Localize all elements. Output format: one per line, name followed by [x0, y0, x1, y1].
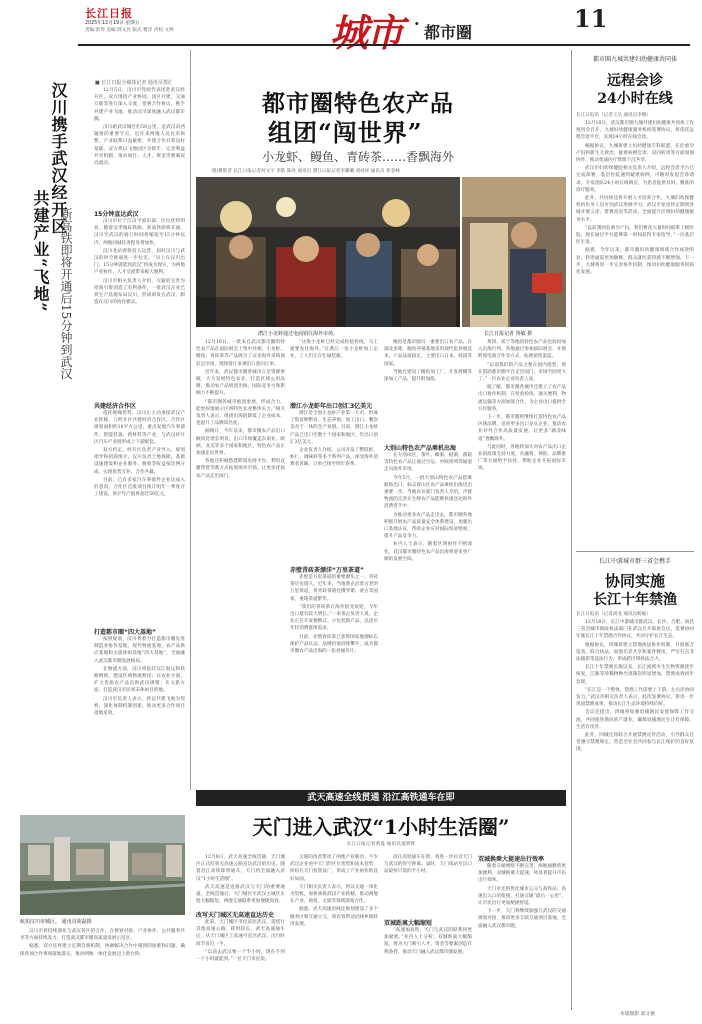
left-article-photo — [20, 815, 185, 915]
masthead-editors: 责编:彭琴 美编:郭文昌 版式:曹洋 责校:文婷 — [85, 28, 174, 33]
right-column-rule — [576, 551, 694, 552]
bottom-article-kicker-bar — [196, 790, 566, 806]
main-feature-photo2 — [462, 177, 566, 327]
bottom-article-byline: 长江日报记者黄曼 通讯员童明辉 — [346, 842, 416, 847]
main-feature-col4: 黄冈、咸宁等地的特色农产品也纷纷加入出海行列。各地通过参加国际展会、开展跨境电商合作等方式，拓展销售渠道。 “以前我们的产品主要在国内销售，现在借助都市圈平台走出国门，市场空间更大了。”一位农业企业负责人说。 据了解，都市圈各城市还建立了农产品出口协作机制，在检验检疫、通关便利、物流运输等方面加强合作，为企业出口提供全方位服务。 下一步，都市圈将继续打造特色农产品区域品牌，培育更多出口龙头企业，推动农业对外合作高质量发展，让更多“湖北味道”香飘海外。 与此同时，各地将加大对农产品出口企业的政策支持力度，在融资、保险、品牌推广等方面给予扶持，帮助企业开拓国际市场。 — [478, 340, 566, 472]
left-article-body-1: 12月5日，汉川市党政代表团赴武汉经开区，双方围绕产业协同、园区共建、交通互联等进行深入交流，签署合作协议，携手共建产业飞地，推动汉川深度融入武汉都市圈。 汉川距武汉城区约50公里，是武汉向西辐射的重要节点。近年来两地人员往来频繁，产业联系日益紧密，共建合作有着良好基础。双方将以飞地园区为抓手，完善利益共享机制，推动项目、人才、资金等要素双向流动。 — [94, 88, 185, 167]
masthead-section-name: 都市圈 — [424, 23, 473, 42]
masthead-rule — [78, 44, 690, 46]
bottom-article-col4: 随着交通网络不断完善，两地通勤将更加便利，双城换乘大提速，将显著提升市民出行效率。 天门市还将优化城市公交与高铁站、高速出入口的衔接，打通交通“最后一公里”，让市民出行更加便捷舒适。 下一步，天门将继续加强与武汉的交通规划对接，推动更多互联互通项目落地，全面融入武汉都市圈。 — [478, 864, 566, 929]
right-top-body: 12月18日，武汉都市圈九城共建妇幼健康共同体工作推进会召开，九城妇幼健康服务机构签署协议，将依托远程会诊平台，实现24小时在线会诊。 根据协议，九城将建立妇幼健康专科联盟，在危重孕产妇和新生儿救治、疑难病例会诊、双向转诊等方面加强协作，推动优质医疗资源下沉共享。 武汉市妇幼保健院相关负责人介绍，远程会诊平台已完成部署，基层医院遇到疑难病例，可随时发起会诊请求，专家团队24小时在线响应，为患者提供及时、精准的诊疗服务。 此外，共同体还将开展人才培养合作，九城妇幼保健机构医务人员可到武汉进修学习，武汉专家也将定期到各城开展义诊、带教查房等活动，全面提升区域妇幼健康服务水平。 “以前遇到危重孕产妇，我们要花大量时间联系上级医院，现在通过平台能够第一时间获得专家指导。”一位基层医生说。 据悉，今年以来，都市圈妇幼健康领域合作成效明显，转诊通道更加顺畅，群众就医获得感不断增强。下一步，九城将进一步完善协作机制，推动妇幼健康服务同质化发展。 — [576, 121, 694, 276]
left-article-kicker: ■ 长江日报全媒体记者 通讯员郑汇 — [95, 80, 173, 86]
main-feature-col2b: 潜江是全国小龙虾产业第一大市，形成了集苗种繁育、生态养殖、加工出口、餐饮美食于一体的全产业链。目前，潜江小龙虾产品已出口至数十个国家和地区，年出口创汇3亿美元。 企业负责人介绍，公司开发了整肢虾、虾仁、调味虾等多个系列产品，深受海外消费者青睐，订单已排至明年春季。 — [290, 411, 378, 468]
shop-product-image — [462, 177, 566, 327]
bottom-article-kicker: 武天高速全线贯通 沿江高铁通车在即 — [307, 793, 455, 803]
main-feature-title-line2: 组团“闯世界” — [268, 118, 423, 147]
left-article-title-2 — [32, 190, 50, 420]
main-feature-sub2: 赤壁青砖茶漂洋“万里茶道” — [290, 567, 364, 574]
bottom-article-sub3: 双城换乘大提速出行效率 — [478, 856, 545, 863]
left-article-subtitle — [59, 208, 77, 418]
bottom-article-col1: 12月8日，武天高速全线贯通，天门城区正式结束无高速公路直达武汉的历史。随着沿江高铁即将通车，天门将全面融入武汉“1小时生活圈”。 武天高速是连接武汉与天门的重要通道，全线贯通后，天门城区至武汉主城区车程大幅缩短，两地交通联系更加便捷高效。 — [196, 855, 285, 905]
bottom-article-col1b: 此前，天门城区市民前往武汉，需绕行其他高速公路，耗时较长。武天高速通车后，从天门城区上高速可直达武汉，出行时间节省近一半。 “以前去武汉要一个半小时，现在不到一个小时就能到。”一位天门市民说。 — [196, 920, 285, 963]
main-feature-sub1: 潜江小龙虾年出口创汇3亿美元 — [290, 403, 373, 410]
main-feature-photo1-caption: 潜江小龙虾通过电商销往海外市场。 — [258, 331, 339, 337]
main-feature-col2: “这批小龙虾已经完成检验检疫，马上就要发往海外。”在潜江一家小龙虾加工企业，工人们正在忙碌装箱。 — [290, 340, 378, 360]
right-top-title-line2: 24小时在线 — [597, 91, 673, 107]
masthead-logo: 长江日报 — [85, 7, 133, 20]
left-article-sub2: 共建经济合作区 — [94, 403, 137, 410]
main-feature-photo1 — [196, 177, 460, 327]
left-article-sub3: 打造都市圈“四大基地” — [94, 629, 156, 636]
footer-editor-note: 本版摄影 蔡文摄 — [620, 1012, 656, 1017]
left-article-sub1: 15分钟直达武汉 — [94, 211, 139, 218]
main-feature-sub3: 大别山特色农产品乘机出海 — [384, 445, 457, 452]
page-number: 11 — [574, 4, 608, 33]
masthead-section-city: 城市 — [330, 10, 403, 55]
masthead — [0, 0, 702, 55]
left-article-photo-caption: 航拍汉川市城区。 通讯员胡磊摄 — [20, 919, 92, 925]
right-bottom-body: 12月18日，长江中游城市群武汉、长沙、合肥、南昌三省会城市渔政执法部门在武汉召开联席会议，签署协同实施长江十年禁渔合作协议，共同守护长江生态。 根据协议，四城将建立禁渔执法协作机制，开展联合巡查、联合执法，加强信息共享和案件移送，严厉打击非法捕捞等违法行为，形成跨区域执法合力。 长江十年禁渔实施以来，长江流域水生生物资源逐步恢复，江豚等珍稀物种出现频次明显增加，禁渔成效初步显现。 “长江是一个整体，禁渔工作需要上下游、左右岸协同发力。”武汉市相关负责人表示，此次签署协议，将进一步巩固禁渔成果，推动长江生态环境持续向好。 会议还提出，四城将加强退捕渔民安置保障工作交流，共同推进渔民转产就业，确保退捕渔民生计有保障、生活有改善。 此外，四城还将联合开展禁渔宣传活动，引导群众自觉遵守禁渔规定，营造全社会共同参与长江保护的良好氛围。 — [576, 620, 694, 753]
right-bottom-title-line1: 协同实施 — [604, 572, 665, 590]
right-bottom-title-line2: 长江十年禁渔 — [593, 592, 677, 608]
masthead-section-dot: · — [414, 14, 420, 33]
right-bottom-kicker: 长江中游城市群三省会携手 — [598, 558, 671, 565]
bottom-article-sub1: 改写天门城区无高速直达历史 — [196, 912, 275, 919]
left-article-body-4: 按照规划，汉川将着力打造都市圈先进制造业协作基地、现代物流基地、农产品供应基地和文旅休闲基地“四大基地”，全面融入武汉都市圈发展格局。 在物流方面，汉川将依托汉江航运和铁路网络，建设区域物流枢纽；在农业方面，扩大优质农产品直供武汉规模；在文旅方面，打造武汉市民周末休闲目的地。 汉川市负责人表示，将以共建飞地为契机，深化体制机制创新，推动更多合作项目落地见效。 — [94, 637, 185, 717]
left-column-divider — [190, 50, 191, 790]
left-article-body-2: 汉川市位于江汉平原东部，区位优势明显。随着汉孝城际铁路、新高铁即将开通，汉川至武汉的通行时间将缩短至15分钟以内，两地同城化进程显著加快。 汉川北站即将投入运营，届时汉川与武汉的时空距离进一步拉近。“早上在汉川出门，15分钟就能到武汉”将成为现实，为两地产业协作、人才交流带来极大便利。 汉川市相关负责人介绍，交通的完善为招商引资创造了有利条件，一批武汉企业已将生产基地布局汉川，形成研发在武汉、制造在汉川的协作模式。 — [94, 219, 185, 306]
main-feature-credit: 图/摄影者 长江日报记者何文宇 李皓 陈亮 通讯员 潜江日报记者李璐璐 刘靖祥 通讯员 崔金峰 — [212, 169, 400, 174]
main-feature-col3b: 在大别山区，茶叶、蜂蜜、板栗、菌菇等特色农产品正通过空运、中欧班列等通道走向海外市场。 今年5月，一批大别山特色农产品搭乘航班出口，标志着山区农产品乘机出海迈出重要一步。当地农业部门负责人介绍，冷链物流的完善让生鲜农产品能够快速送达海外消费者手中。 为推动更多农产品走出去，都市圈各地积极开展农产品质量安全体系建设，加强出口基地认证，帮助企业应对国际贸易壁垒，提升产品竞争力。 业内人士表示，随着区域协作不断深化，武汉都市圈特色农产品出海将迎来更广阔的发展空间。 — [384, 453, 472, 562]
main-feature-subtitle: 小龙虾、鳗鱼、青砖茶……香飘海外 — [262, 150, 455, 164]
bottom-article-col2: 交通的改善带动了两地产业联动。不少武汉企业看中天门的区位优势和成本优势，纷纷在天门投资设厂，形成了产业协作的良好局面。 天门相关负责人表示，将以交通一体化为契机，加快承接武汉产业转移，推动两地在产业、商贸、文旅等领域深度合作。 据悉，武天高速沿线还规划建设了多个服务区和互通立交，将有效带动沿线乡镇经济发展。 — [290, 855, 378, 927]
left-article-subtitle-text: 新高铁即将开通后15分钟到武汉 — [59, 208, 73, 380]
market-crowd-image — [196, 177, 460, 327]
right-top-byline: 长江日报讯（记者王丛 通讯员李娜） — [576, 113, 651, 118]
left-article-title-line1: 汉川携手武汉经开区 — [49, 82, 68, 235]
left-article-body-6: 汉川市将持续深化与武汉各区的合作，在规划对接、产业协作、公共服务共享等方面持续发力，打造武汉都市圈高质量发展示范区。 据悉，双方还将建立定期会商机制，协调解决合作中遇到的困难和问题，确保各项合作事项落地落实，推动两地一体化发展迈上新台阶。 — [20, 929, 185, 957]
masthead-date: 2025年12月19日 星期五 — [85, 21, 140, 26]
main-feature-title-line1: 都市圈特色农产品 — [262, 90, 454, 117]
main-feature-photo2-caption: 长江日报记者 鲁敏 摄 — [484, 331, 533, 337]
left-article-title-line2: 共建产业“飞地” — [31, 190, 50, 313]
right-top-kicker: 都市圈九城共建妇幼健康共同体 — [592, 56, 677, 63]
main-feature-col2c: 赤壁是万里茶道的重要源头之一，青砖茶历史悠久。近年来，当地茶企沿着古老的万里茶道，将青砖茶销往俄罗斯、蒙古等国家，重现茶道繁华。 “我们的青砖茶在海外很受欢迎，今年出口量有较大增长。”一家茶企负责人说，企业正在开发便携式、小包装新产品，以适应年轻消费群体需求。 目前，赤壁青砖茶已获得国家地理标志保护产品认证，品牌价值持续攀升，成为都市圈农产品出海的一张亮丽名片。 — [290, 575, 378, 655]
aerial-city-image — [20, 815, 185, 915]
right-bottom-byline: 长江日报讯（记者胡龙 通讯员杨敏） — [576, 612, 651, 617]
main-feature-col1: 12月16日，一批来自武汉都市圈的特色农产品在国际展会上集中亮相，小龙虾、鳗鱼、青砖茶等产品吸引了众多海外采购商驻足洽谈，现场签订多项出口意向订单。 近年来，武汉都市圈各城市立足资源禀赋，大力发展特色农业，打造区域公用品牌，推动农产品组团出海，国际竞争力和影响力不断提升。 “都市圈各城市抱团参展，形成合力，能更好地展示区域特色农业整体实力。”相关负责人表示，组团出海既降低了企业成本，也提升了品牌知名度。 据统计，今年以来，都市圈农产品出口额同比增长明显，出口市场覆盖东南亚、欧洲、北美等多个国家和地区，特色农产品正加速走向世界。 各地还积极搭建跨境电商平台，利用直播带货等新方式拓展海外市场，让更多优质农产品走出国门。 — [196, 340, 285, 479]
bottom-article-sub2: 双城距离大幅缩短 — [384, 920, 433, 927]
main-feature-col3: 鳗鱼是都市圈另一重要出口农产品。在湖北多地，鳗鱼养殖基地采用现代化养殖技术，产品品质稳定，主要出口日本、韩国等国家。 当地还建设了鳗鱼加工厂，开发烤鳗等深加工产品，提升附加值。 — [384, 340, 472, 383]
bottom-article-col3b: “高速加高铁，天门与武汉的联系将更加紧密。”业内人士分析，双城距离大幅缩短，将为天门吸引人才、资金等要素创造有利条件，推动天门融入武汉都市圈发展。 — [384, 928, 472, 955]
right-column-divider — [571, 50, 572, 1010]
left-article-body-3: 依托地缘优势，汉川正主动承接武汉产业转移，与经开区共建经济合作区。合作区规划面积约10平方公里，重点发展汽车零部件、智能装备、新材料等产业，与武汉经开区汽车产业链形成上下游配套。 双方约定，经开区负责产业导入、规划指导和招商推介，汉川负责土地保障、基础设施建设和企业服务，税收等收益按比例分成，实现优势互补、合作共赢。 目前，已有多家汽车零部件企业达成入驻意向，合作区首批项目预计明年一季度开工建设，预计年产值将超过50亿元。 — [94, 411, 185, 498]
right-top-title-line1: 远程会诊 — [607, 73, 663, 89]
bottom-article-title: 天门进入武汉“1小时生活圈” — [252, 815, 510, 839]
bottom-article-col3: 沿江高铁通车在即，将进一步拉近天门与武汉的时空距离。届时，天门南站至汉口站最快只需约半小时。 — [384, 855, 472, 875]
